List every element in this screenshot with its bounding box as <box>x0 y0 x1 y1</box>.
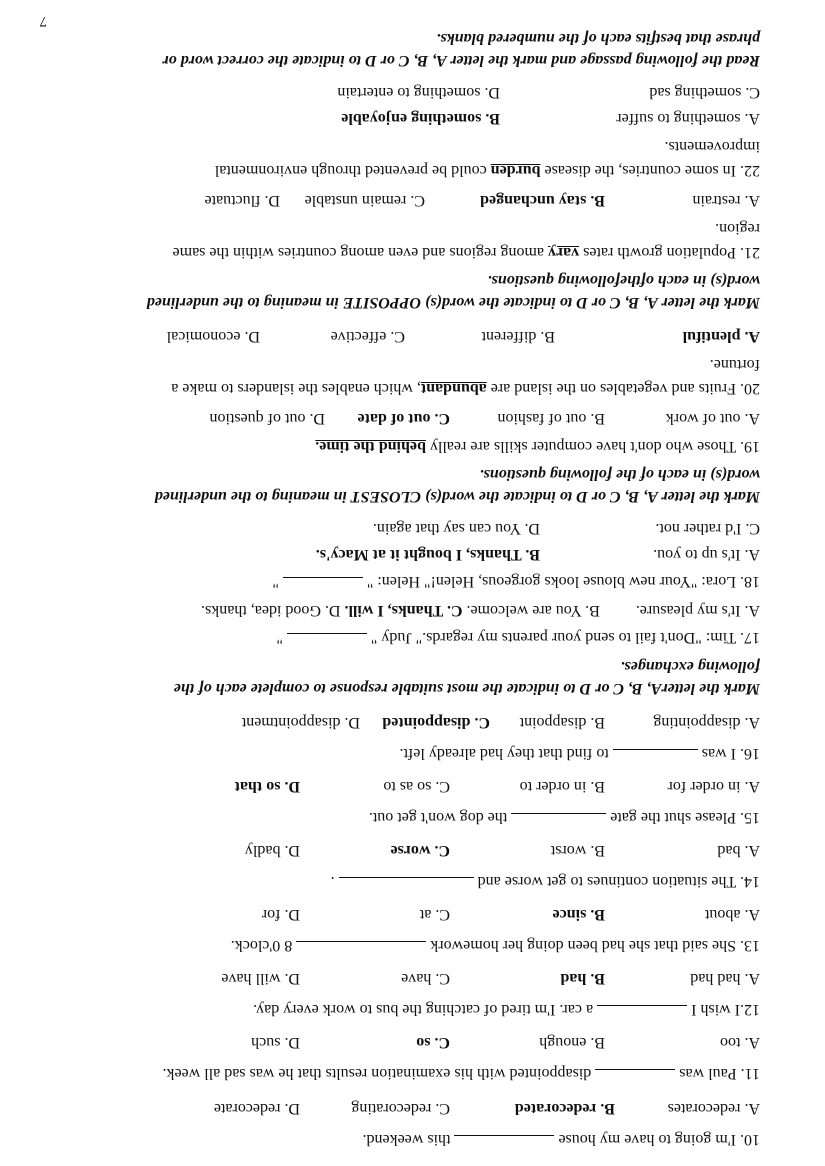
option-c: C. disappointed <box>382 714 490 731</box>
question-19: 19. Those who don't have computer skills are really behind the time. <box>315 438 760 455</box>
option-b: B. since <box>552 906 605 923</box>
question-21: 21. Population growth rates vary among regions and even among countries within the same <box>172 244 760 261</box>
option-d: D. such <box>251 1034 300 1051</box>
question-12: 12.I wish I a car. I'm tired of catching the bus to work every day. <box>253 1001 760 1018</box>
option-b: B. You are welcome. <box>466 602 600 619</box>
option-d: D. fluctuate <box>204 192 280 209</box>
option-a: A. about <box>704 906 760 923</box>
question-11: 11. Paul was disappointed with his examination results that he was sad all week. <box>162 1065 760 1082</box>
option-d: D. badly <box>244 842 300 859</box>
option-b: B. had <box>560 970 605 987</box>
option-c: C. redecorating <box>351 1100 450 1117</box>
question-22-continued: improvements. <box>664 138 760 155</box>
answer-blank <box>597 1005 687 1020</box>
underlined-word: burden <box>490 162 541 179</box>
option-c: C. at <box>419 906 450 923</box>
option-d: D. something to entertain <box>337 84 500 101</box>
question-20: 20. Fruits and vegetables on the island are abundant, which enables the islanders to make a <box>171 380 760 397</box>
question-13: 13. She said that she had been doing her homework 8 0'clock. <box>230 937 760 954</box>
option-a: A. It's up to you. <box>653 546 760 563</box>
question-17: 17. Tim: "Don't fail to send your parents my regards." Judy " " <box>276 629 760 646</box>
option-d: D. will have <box>221 970 300 987</box>
page-number: 7 <box>39 13 47 29</box>
option-d: D. You can say that again. <box>372 520 540 537</box>
option-d: D. so that <box>234 778 300 795</box>
option-c: C. out of date <box>357 410 450 427</box>
option-c: C. effective <box>330 328 405 345</box>
answer-blank <box>454 1135 554 1150</box>
option-d: D. for <box>261 906 300 923</box>
underlined-phrase: behind the time. <box>315 438 426 455</box>
option-d: D. out of question <box>209 410 325 427</box>
underlined-word: abundant <box>420 380 487 397</box>
option-a: A. too <box>720 1034 760 1051</box>
option-c: C. worse <box>390 842 450 859</box>
option-b: B. worst <box>550 842 605 859</box>
answer-blank <box>296 941 426 956</box>
option-a: A. It's my pleasure. <box>635 602 760 619</box>
question-15: 15. Please shut the gate the dog won't get out. <box>368 809 760 826</box>
option-a: A. plentiful <box>682 328 760 345</box>
option-c: C. something sad <box>649 84 760 101</box>
instruction-exchanges-line2: following exchanges. <box>620 658 760 675</box>
option-c: C. remain unstable <box>304 192 425 209</box>
instruction-opposite-line2: word(s) in each ofthefollowing questions. <box>487 272 760 289</box>
option-d: D. redecorate <box>213 1100 300 1117</box>
answer-blank <box>283 577 363 592</box>
answer-blank <box>613 749 698 764</box>
option-c: C. I'd rather not. <box>655 520 760 537</box>
option-c: C. so <box>416 1034 450 1051</box>
option-a: A. in order for <box>667 778 760 795</box>
question-16: 16. I was to find that they had already left. <box>399 745 760 762</box>
question-18: 18. Lora: "Your new blouse looks gorgeous, Helen!" Helen: " " <box>272 573 760 590</box>
option-d: D. Good idea, thanks. <box>200 602 341 619</box>
option-a: A. disappointing <box>653 714 760 731</box>
option-d: D. disappointment <box>241 714 360 731</box>
option-b: B. out of fashion <box>497 410 605 427</box>
answer-blank <box>339 877 474 892</box>
option-a: A. restrain <box>692 192 760 209</box>
question-20-continued: fortune. <box>709 356 760 373</box>
question-21-continued: region. <box>715 220 760 237</box>
option-b: B. different <box>481 328 555 345</box>
answer-blank <box>595 1069 675 1084</box>
question-14: 14. The situation continues to get worse and . <box>330 873 760 890</box>
option-c: C. Thanks, I will. <box>344 602 463 619</box>
instruction-opposite-line1: Mark the letter A, B, C or D to indicate the word(s) OPPOSITE in meaning to the underlined <box>146 294 760 311</box>
option-b: B. something enjoyable <box>341 110 500 127</box>
instruction-closest-line1: Mark the letter A, B, C or D to indicate the word(s) CLOSEST in meaning to the underlined <box>154 488 760 505</box>
option-b: B. in order to <box>519 778 605 795</box>
option-b: B. Thanks, I bought it at Macy's. <box>315 546 540 563</box>
question-10: 10. I'm going to have my house this weekend. <box>362 1131 760 1148</box>
question-17-options <box>201 601 760 620</box>
instruction-exchanges-line1: Mark the letterA, B, C or D to indicate the most suitable response to complete each of the <box>173 680 760 697</box>
instruction-passage-line2: phrase that bestfits each of the numbered blanks. <box>436 30 760 47</box>
option-a: A. bad <box>717 842 760 859</box>
option-b: B. disappoint <box>519 714 605 731</box>
option-a: A. had had <box>690 970 760 987</box>
option-a: A. out of work <box>665 410 760 427</box>
instruction-passage-line1: Read the following passage and mark the letter A, B, C or D to indicate the correct word or <box>162 52 760 69</box>
option-c: C. so as to <box>383 778 450 795</box>
answer-blank <box>511 813 606 828</box>
answer-blank <box>287 633 367 648</box>
instruction-closest-line2: word(s) in each of the following questions. <box>479 466 760 483</box>
option-d: D. economical <box>166 328 260 345</box>
underlined-word: vary <box>548 244 580 261</box>
option-c: C. have <box>401 970 450 987</box>
option-a: A. redecorates <box>667 1100 760 1117</box>
option-b: B. stay unchanged <box>480 192 605 209</box>
option-a: A. something to suffer <box>616 110 760 127</box>
option-b: B. redecorated <box>514 1100 615 1117</box>
option-b: B. enough <box>539 1034 605 1051</box>
question-22: 22. In some countries, the disease burden could be prevented through environmental <box>214 162 760 179</box>
